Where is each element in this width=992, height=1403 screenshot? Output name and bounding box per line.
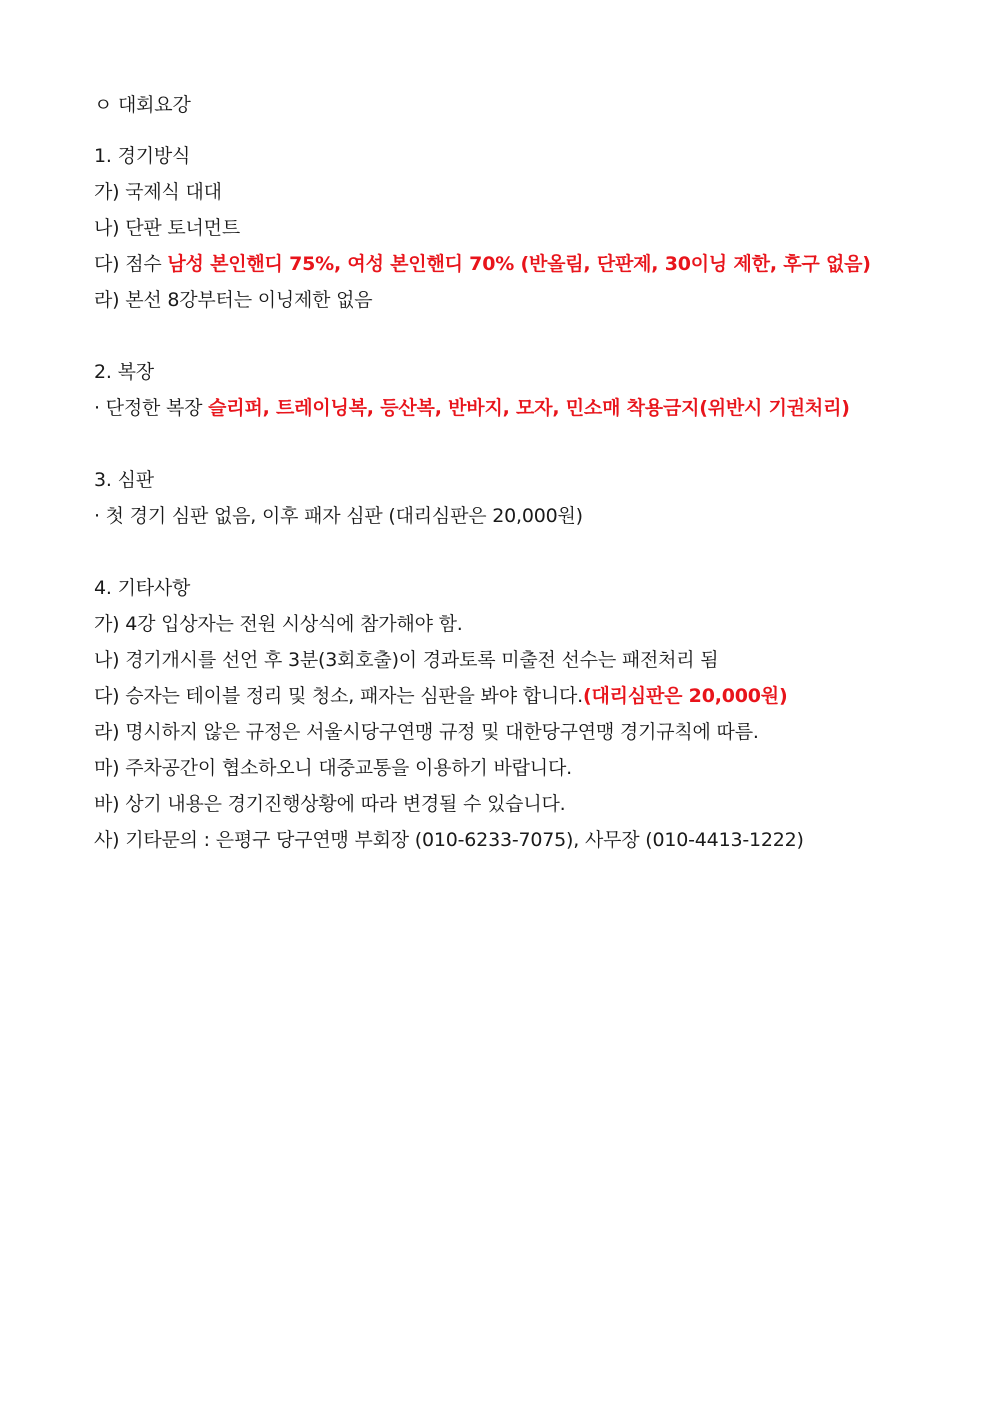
list-item: 나) 경기개시를 선언 후 3분(3회호출)이 경과토록 미출전 선수는 패전처리 됨 <box>94 649 719 671</box>
section-heading-referee: 3. 심판 <box>94 469 154 491</box>
list-item: 마) 주차공간이 협소하오니 대중교통을 이용하기 바랍니다. <box>94 757 572 779</box>
list-item-label: 다) 승자는 테이블 정리 및 청소, 패자는 심판을 봐야 합니다. <box>94 685 583 707</box>
list-item: 가) 국제식 대대 <box>94 181 222 203</box>
list-item-label: 다) 점수 <box>94 253 168 275</box>
list-item: 나) 단판 토너먼트 <box>94 217 240 239</box>
section-heading-other: 4. 기타사항 <box>94 577 191 599</box>
section-heading-match-format: 1. 경기방식 <box>94 145 191 167</box>
list-item-label: · 단정한 복장 <box>94 397 209 419</box>
list-item <box>94 684 787 708</box>
list-item <box>94 252 871 276</box>
page-title: ㅇ 대회요강 <box>94 94 191 116</box>
list-item: 바) 상기 내용은 경기진행상황에 따라 변경될 수 있습니다. <box>94 793 566 815</box>
list-item: 가) 4강 입상자는 전원 시상식에 참가해야 함. <box>94 613 463 635</box>
highlight-text: 남성 본인핸디 75%, 여성 본인핸디 70% (반올림, 단판제, 30이닝 제한, 후구 없음) <box>167 253 871 275</box>
highlight-text: (대리심판은 20,000원) <box>583 685 788 707</box>
section-heading-dress-code: 2. 복장 <box>94 361 154 383</box>
list-item: · 첫 경기 심판 없음, 이후 패자 심판 (대리심판은 20,000원) <box>94 505 583 527</box>
list-item: 라) 명시하지 않은 규정은 서울시당구연맹 규정 및 대한당구연맹 경기규칙에 따름. <box>94 721 759 743</box>
highlight-text: 슬리퍼, 트레이닝복, 등산복, 반바지, 모자, 민소매 착용금지(위반시 기권처리) <box>208 397 850 419</box>
list-item: 라) 본선 8강부터는 이닝제한 없음 <box>94 289 373 311</box>
list-item <box>94 396 850 420</box>
list-item: 사) 기타문의 : 은평구 당구연맹 부회장 (010-6233-7075), 사무장 (010-4413-1222) <box>94 829 804 851</box>
